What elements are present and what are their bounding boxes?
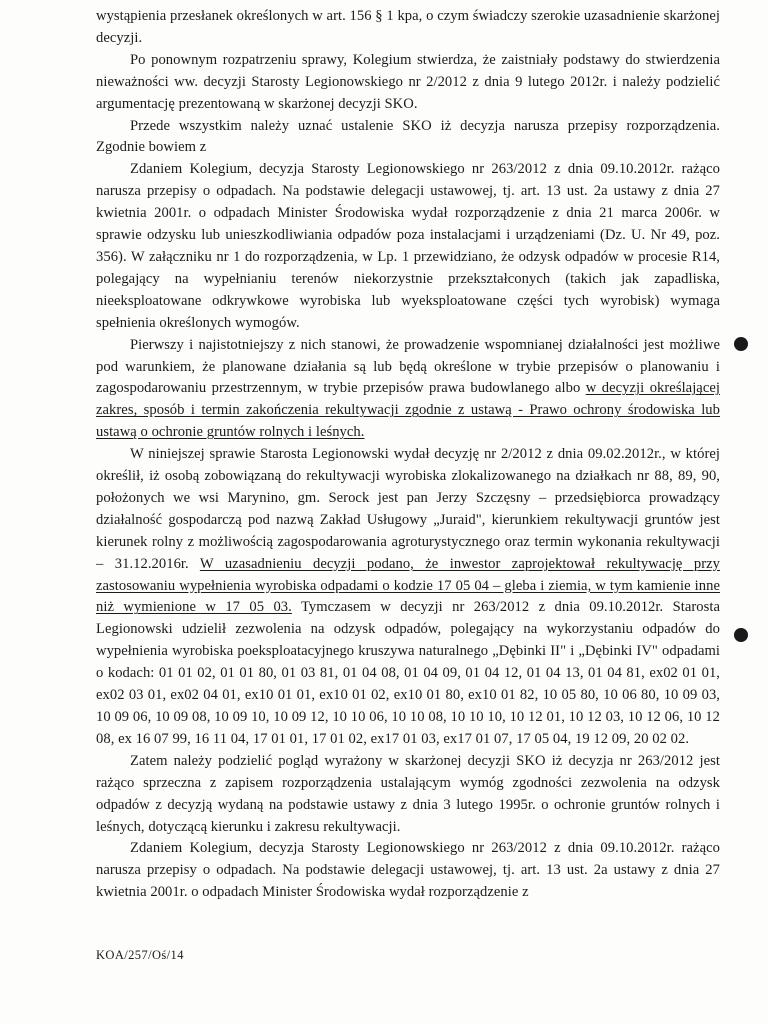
- paragraph-2: Po ponownym rozpatrzeniu sprawy, Kolegium stwierdza, że zaistniały podstawy do stwierdzenia nieważności ww. decyzji Starosty Legionowskiego nr 2/2012 z dnia 9 lutego 2012r. i należy podzielić argumentację prezentowaną w skarżonej decyzji SKO.: [96, 51, 720, 112]
- paragraph-5-underlined: w decyzji określającej zakres, sposób i termin zakończenia rekultywacji zgodnie z ustawą - Prawo ochrony środowiska lub ustawą o ochronie gruntów rolnych i leśnych.: [96, 380, 720, 441]
- paragraph-6: [96, 444, 720, 751]
- paragraph-5: [96, 335, 720, 445]
- paragraph-3: Przede wszystkim należy uznać ustalenie SKO iż decyzja narusza przepisy rozporządzenia. Zgodnie bowiem z: [96, 117, 720, 156]
- binder-hole-icon: [734, 628, 748, 642]
- paragraph-6-underlined: W uzasadnieniu decyzji podano, że inwestor zaprojektował rekultywację przy zastosowaniu wypełnienia wyrobiska odpadami o kodzie 17 05 04 – gleba i ziemia, w tym kamienie inne niż wymienione w 17 05 03.: [96, 555, 720, 616]
- document-body: [96, 6, 720, 904]
- paragraph-4: Zdaniem Kolegium, decyzja Starosty Legionowskiego nr 263/2012 z dnia 09.10.2012r. rażąco narusza przepisy o odpadach. Na podstawie delegacji ustawowej, tj. art. 13 ust. 2a ustawy z dnia 27 kwietnia 2001r. o odpadach Minister Środowiska wydał rozporządzenie z dnia 21 marca 2006r. w sprawie odzysku lub unieszkodliwiania odpadów poza instalacjami i urządzeniami (Dz. U. Nr 49, poz. 356). W załączniku nr 1 do rozporządzenia, w Lp. 1 przewidziano, że odzysk odpadów w procesie R14, polegający na wypełnianiu terenów niekorzystnie przekształconych (takich jak zapadliska, nieeksploatowane odkrywkowe wyrobiska lub wyeksploatowane części tych wyrobisk) wymaga spełnienia określonych wymogów.: [96, 161, 720, 331]
- paragraph-7: Zatem należy podzielić pogląd wyrażony w skarżonej decyzji SKO iż decyzja nr 263/2012 jest rażąco sprzeczna z zapisem rozporządzenia ustalającym wymóg zgodności zezwolenia na odzysk odpadów z decyzją wydaną na podstawie ustawy z dnia 3 lutego 1995r. o ochronie gruntów rolnych i leśnych, dotyczącą kierunku i zakresu rekultywacji.: [96, 752, 720, 835]
- paragraph-5-text: Pierwszy i najistotniejszy z nich stanowi, że prowadzenie wspomnianej działalności jest możliwe pod warunkiem, że planowane działania są lub będą określone w trybie przepisów o planowaniu i zagospodarowaniu przestrzennym, w trybie przepisów prawa budowlanego albo: [96, 336, 720, 397]
- paragraph-1: wystąpienia przesłanek określonych w art. 156 § 1 kpa, o czym świadczy szerokie uzasadnienie skarżonej decyzji.: [96, 8, 720, 46]
- case-reference: KOA/257/Oś/14: [96, 948, 184, 962]
- paragraph-8: Zdaniem Kolegium, decyzja Starosty Legionowskiego nr 263/2012 z dnia 09.10.2012r. rażąco narusza przepisy o odpadach. Na podstawie delegacji ustawowej, tj. art. 13 ust. 2a ustawy z dnia 27 kwietnia 2001r. o odpadach Minister Środowiska wydał rozporządzenie z: [96, 840, 720, 901]
- binder-hole-icon: [734, 337, 748, 351]
- paragraph-6-text: W niniejszej sprawie Starosta Legionowski wydał decyzję nr 2/2012 z dnia 09.02.2012r., w której określił, iż osobą zobowiązaną do rekultywacji wyrobiska zlokalizowanego na działkach nr 88, 89, 90, położonych we wsi Marynino, gm. Serock jest pan Jerzy Szczęsny – przedsiębiorca prowadzący działalność gospodarczą pod nazwą Zakład Usługowy „Juraid", kierunkiem rekultywacji gruntów jest kierunek rolny z możliwością zagospodarowania agroturystycznego oraz termin wykonania rekultywacji – 31.12.2016r.: [96, 446, 720, 572]
- paragraph-6-continued: Tymczasem w decyzji nr 263/2012 z dnia 09.10.2012r. Starosta Legionowski udzielił zezwolenia na odzysk odpadów, polegający na wykorzystaniu odpadów do wypełnienia wyrobiska poeksploatacyjnego kruszywa naturalnego „Dębinki II" i „Dębinki IV" odpadami o kodach: 01 01 02, 01 01 80, 01 03 81, 01 04 08, 01 04 09, 01 04 12, 01 04 13, 01 04 81, ex02 01 01, ex02 03 01, ex02 04 01, ex10 01 01, ex10 01 02, ex10 01 80, ex10 01 82, 10 05 80, 10 06 80, 10 09 03, 10 09 06, 10 09 08, 10 09 10, 10 09 12, 10 10 06, 10 10 08, 10 10 10, 10 12 01, 10 12 03, 10 12 06, 10 12 08, ex 16 07 99, 16 11 04, 17 01 01, 17 01 02, ex17 01 03, ex17 01 07, 17 05 04, 19 12 09, 20 02 02.: [96, 599, 720, 747]
